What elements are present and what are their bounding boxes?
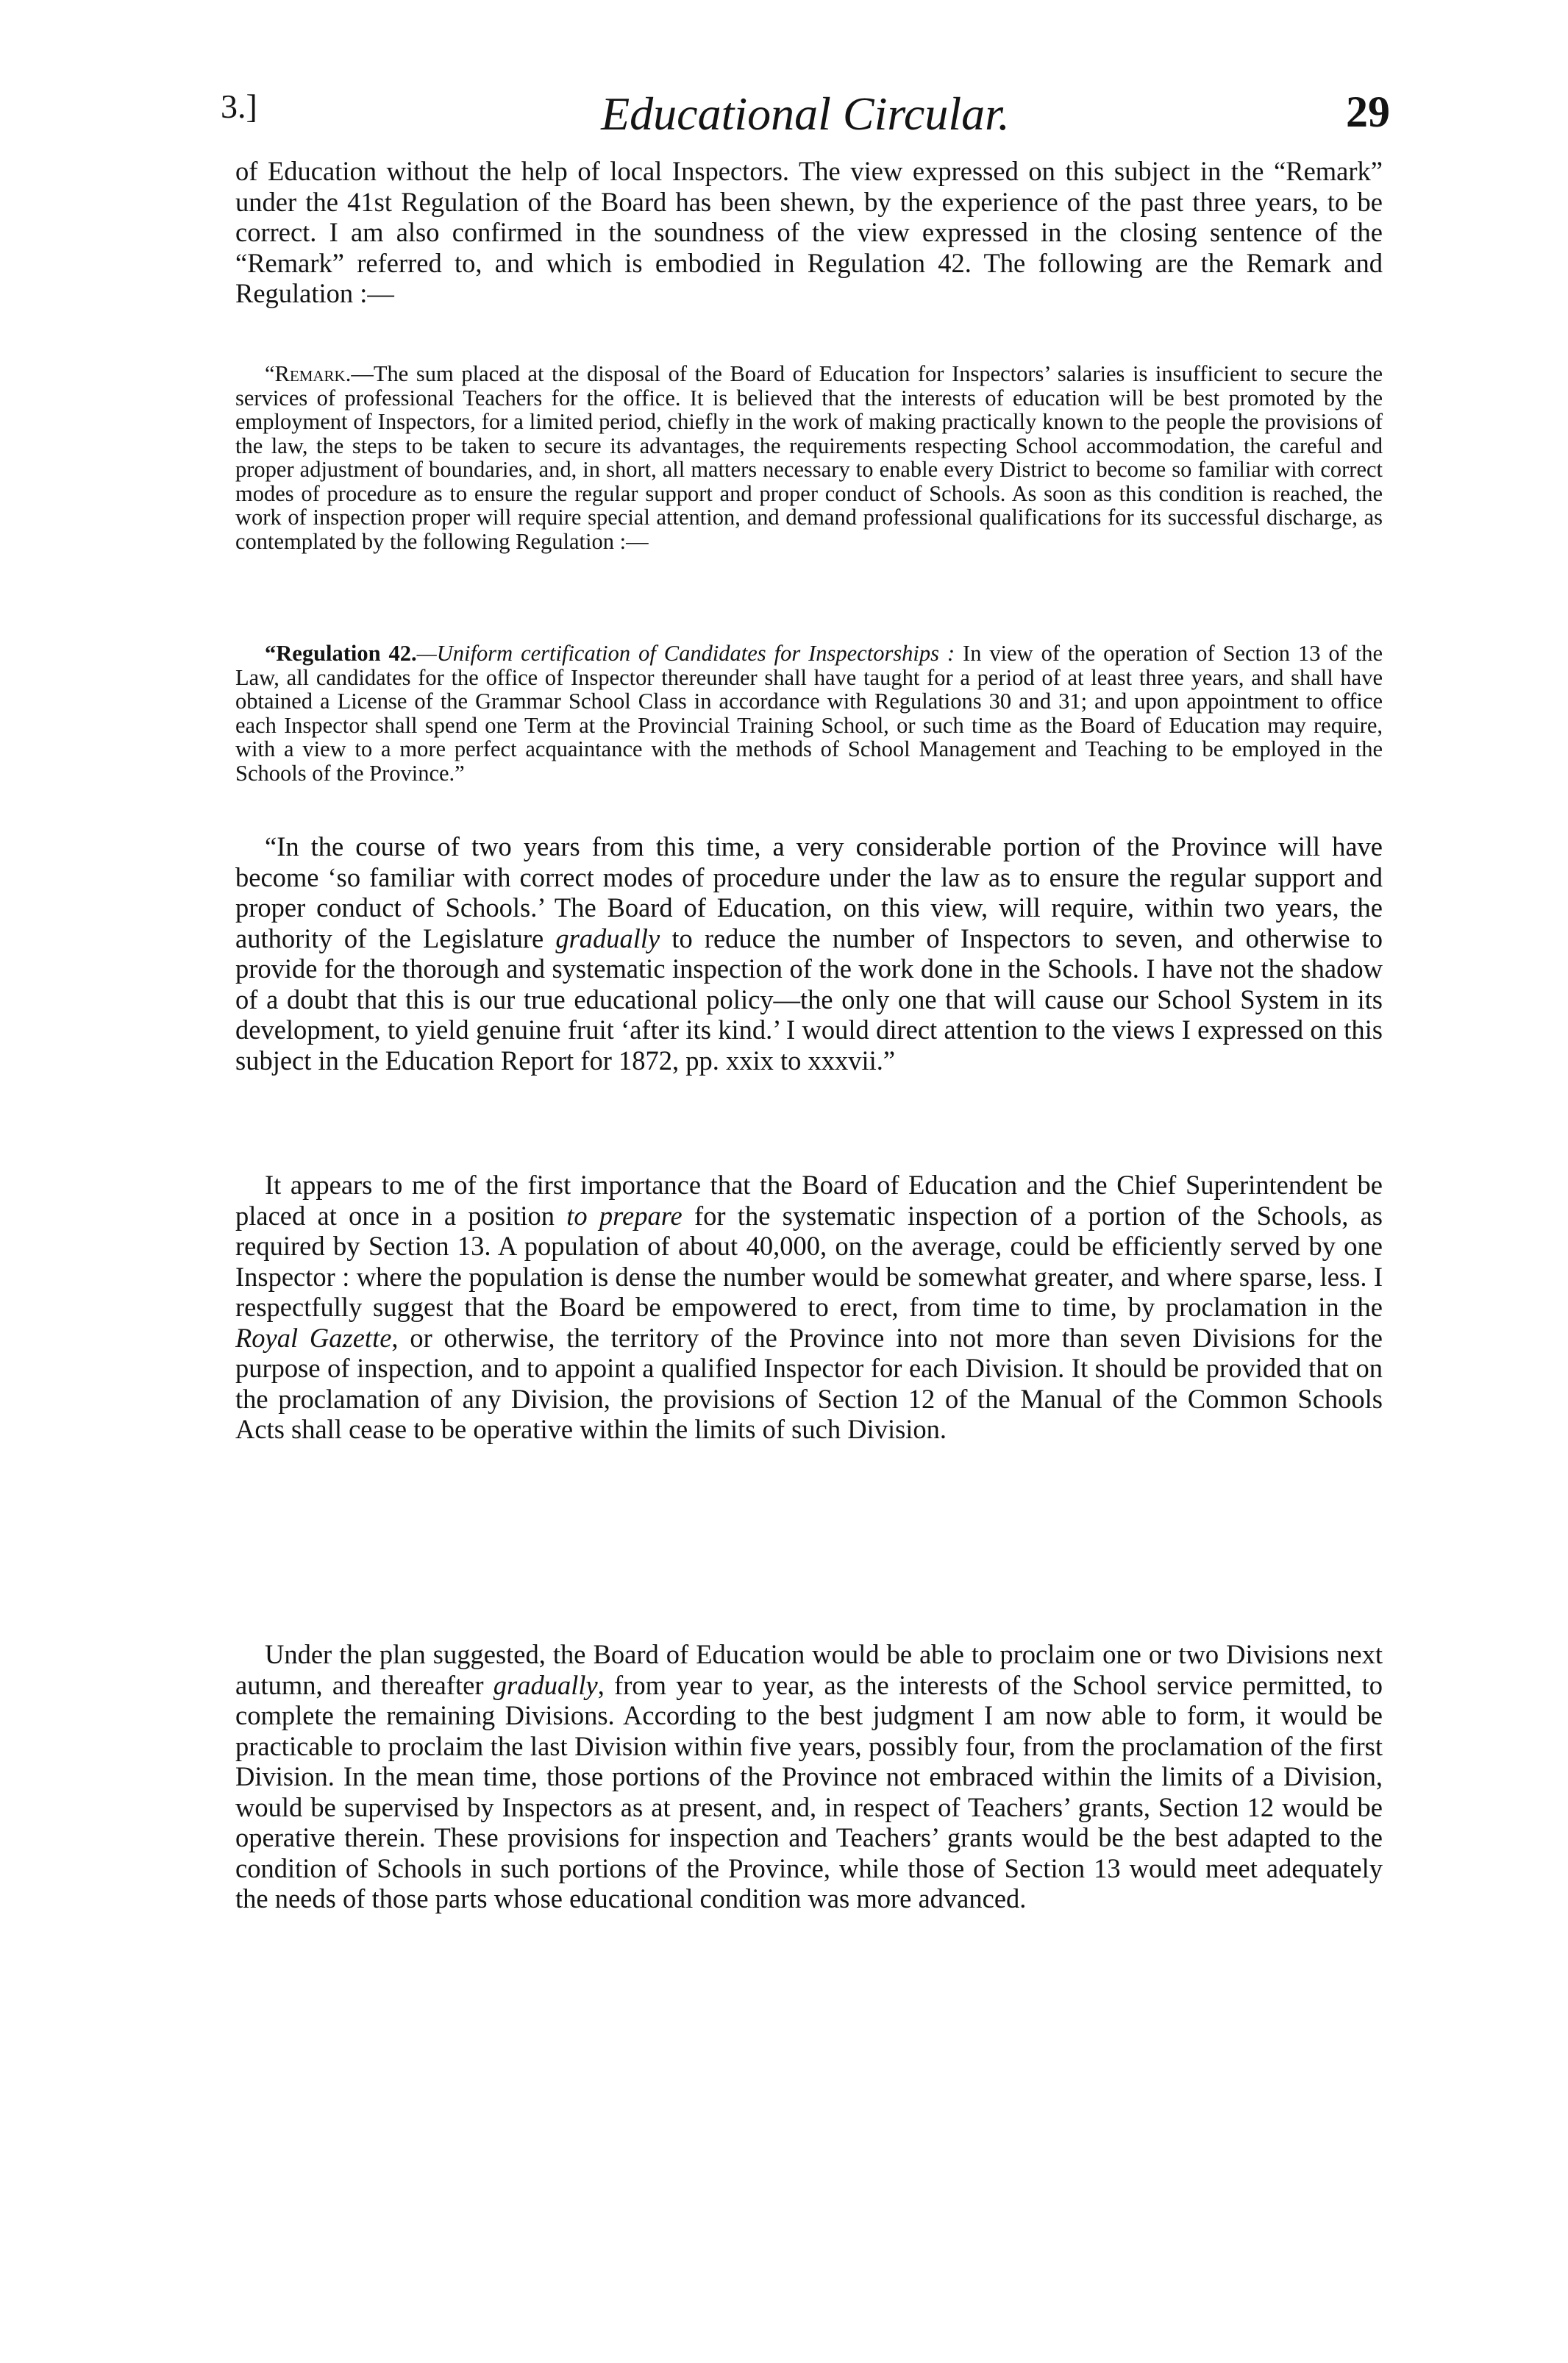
paragraph-2 xyxy=(235,1639,1383,1914)
section-marker: 3.] xyxy=(221,88,257,125)
regulation-block xyxy=(235,642,1383,785)
para2-italic: gradually xyxy=(493,1669,598,1700)
paragraph-1 xyxy=(235,1170,1383,1445)
intro-paragraph-block xyxy=(235,156,1383,309)
quote-text-2: to reduce the number of Inspectors to seven, and otherwise to provide for the thorough and systematic inspection of the work done in the Schools. I have not the shadow of a doubt that this is our true educational policy—the only one that will cause our School System in its development, to yield genuine fruit ‘after its kind.’ I would direct attention to the views I expressed on this subject in the Education Report for 1872, pp. xxix to xxxvii.” xyxy=(235,923,1383,1076)
para1-text-1: It appears to me of the first importance that the Board of Education and the Chief Superintendent be placed at once in a position xyxy=(235,1170,1383,1231)
regulation-subtitle: —Uniform certification of Candidates for Inspectorships : xyxy=(416,641,955,666)
para1-italic-1: to prepare xyxy=(566,1200,683,1231)
quote-text-1: “In the course of two years from this time, a very considerable portion of the Province will have become ‘so familiar with correct modes of procedure under the law as to ensure the regular support and proper conduct of Schools.’ The Board of Education, on this view, will require, within two years, the authority of the Legislature xyxy=(235,831,1383,953)
regulation-text: In view of the operation of Section 13 of the Law, all candidates for the office of Inspector thereunder shall have taught for a period of at least three years, and shall have obtained a License of the Grammar School Class in accordance with Regulations 30 and 31; and upon appointment to office each Inspector shall spend one Term at the Provincial Training School, or such time as the Board of Education may require, with a view to a more perfect acquaintance with the methods of School Management and Teaching to be employed in the Schools of the Province.” xyxy=(235,641,1383,786)
para2-text-1: Under the plan suggested, the Board of Education would be able to proclaim one or two Divisions next autumn, and thereafter xyxy=(235,1639,1383,1700)
para1-text-2: for the systematic inspection of a portion of the Schools, as required by Section 13. A population of about 40,000, on the average, could be efficiently served by one Inspector : where the population is dense the number would be somewhat greater, and where sparse, less. I respectfully suggest that the Board be empowered to erect, from time to time, by proclamation in the xyxy=(235,1200,1383,1322)
remark-block xyxy=(235,362,1383,553)
quote-italic: gradually xyxy=(555,923,660,953)
intro-paragraph: of Education without the help of local Inspectors. The view expressed on this subject in the “Remark” under the 41st Regulation of the Board has been shewn, by the experience of the past three years, to be correct. I am also confirmed in the soundness of the view expressed in the closing sentence of the “Remark” referred to, and which is embodied in Regulation 42. The following are the Remark and Regulation :— xyxy=(235,156,1383,308)
remark-paragraph xyxy=(235,362,1383,553)
paragraph-1-block xyxy=(235,1170,1383,1445)
para1-text-3: , or otherwise, the territory of the Province into not more than seven Divisions for the purpose of inspection, and to appoint a qualified Inspector for each Division. It should be provided that on the proclamation of any Division, the provisions of Section 12 of the Manual of the Common Schools Acts shall cease to be operative within the limits of such Division. xyxy=(235,1322,1383,1444)
running-title: Educational Circular. xyxy=(601,88,1010,140)
quote-paragraph xyxy=(235,831,1383,1076)
regulation-paragraph xyxy=(235,642,1383,785)
para1-italic-2: Royal Gazette xyxy=(235,1322,392,1353)
remark-text: —The sum placed at the disposal of the Board of Education for Inspectors’ salaries is insufficient to secure the services of professional Teachers for the office. It is believed that the interests of education will be best promoted by the employment of Inspectors, for a limited period, chiefly in the work of making practically known to the people the provisions of the law, the steps to be taken to secure its advantages, the requirements respecting School accommodation, the careful and proper adjustment of boundaries, and, in short, all matters necessary to enable every District to become so familiar with correct modes of procedure as to ensure the regular support and proper conduct of Schools. As soon as this condition is reached, the work of inspection proper will require special attention, and demand professional qualifications for its successful discharge, as contemplated by the following Regulation :— xyxy=(235,361,1383,554)
remark-label: “Remark. xyxy=(265,361,352,386)
regulation-label: “Regulation 42. xyxy=(265,641,417,666)
quote-block xyxy=(235,831,1383,1076)
paragraph-2-block xyxy=(235,1639,1383,1914)
page-header xyxy=(221,87,1390,153)
para2-text-2: , from year to year, as the interests of the School service permitted, to complete the remaining Divisions. According to the best judgment I am now able to form, it would be practicable to proclaim the last Division within five years, possibly four, from the proclamation of the first Division. In the mean time, those portions of the Province not embraced within the limits of a Division, would be supervised by Inspectors as at present, and, in respect of Teachers’ grants, Section 12 would be operative therein. These provisions for inspection and Teachers’ grants would be the best adapted to the condition of Schools in such portions of the Province, while those of Section 13 would meet adequately the needs of those parts whose educational condition was more advanced. xyxy=(235,1669,1383,1914)
page-number: 29 xyxy=(1346,88,1390,136)
